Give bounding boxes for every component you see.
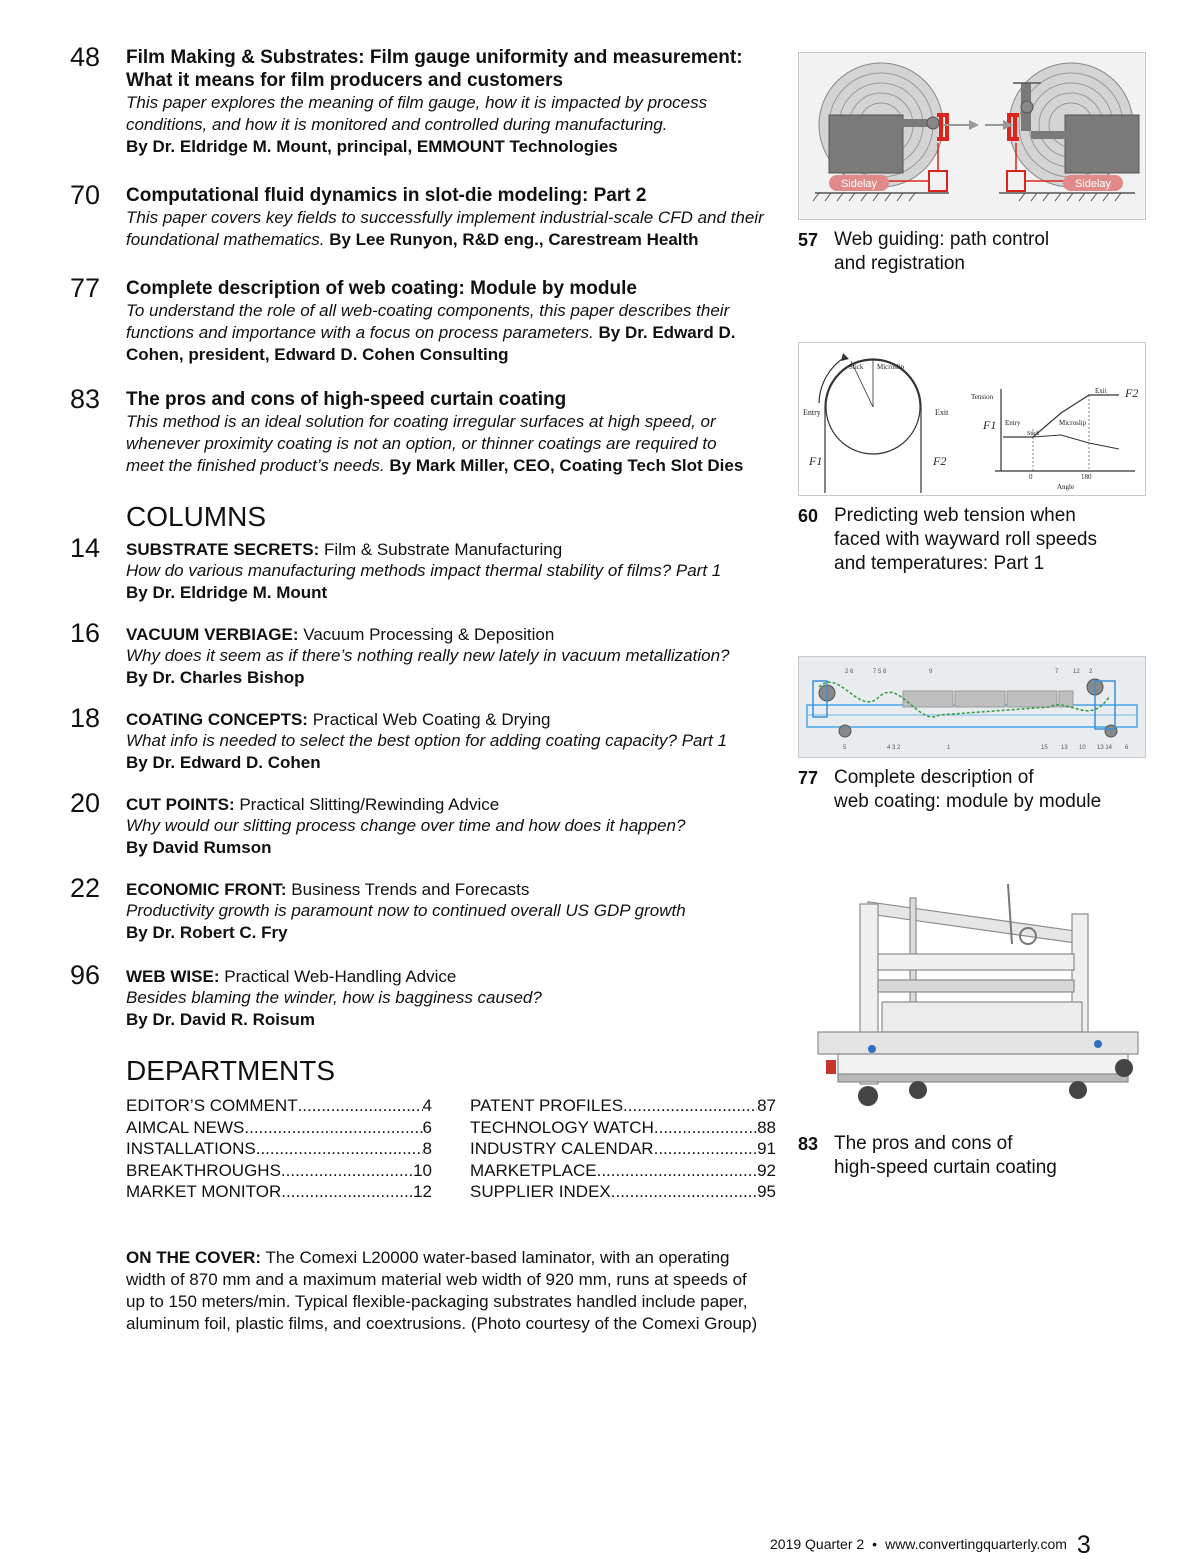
column-author: By David Rumson <box>126 838 272 857</box>
coater-bed <box>818 1032 1138 1054</box>
f1-label: F1 <box>809 454 823 468</box>
department-item[interactable] <box>126 1138 432 1160</box>
department-page: 88 <box>757 1117 776 1137</box>
coater-wheel <box>909 1081 927 1099</box>
department-item[interactable] <box>470 1117 776 1139</box>
column-author: By Dr. Charles Bishop <box>126 668 305 687</box>
coater-wheel <box>858 1086 878 1106</box>
feature-description <box>126 300 786 366</box>
departments-left-list <box>126 1095 432 1203</box>
departments-list <box>70 1095 790 1203</box>
coater-crossbar <box>878 980 1074 992</box>
figure-caption-line: faced with wayward roll speeds <box>834 529 1097 550</box>
page-footer <box>770 1530 1091 1559</box>
dryer-section <box>1059 691 1073 707</box>
right-actuator <box>1007 171 1025 191</box>
columns-heading: COLUMNS <box>126 501 267 532</box>
footer-bullet: • <box>872 1536 878 1552</box>
column-name: VACUUM VERBIAGE: <box>126 625 299 644</box>
web-coating-line-diagram <box>799 657 1145 757</box>
figure-page-number: 57 <box>798 230 819 250</box>
entry-curve-label: Entry <box>1005 419 1021 427</box>
figure-caption-line: The pros and cons of <box>834 1133 1013 1154</box>
column-entry[interactable] <box>70 703 790 774</box>
department-label: BREAKTHROUGHS <box>126 1160 281 1180</box>
contents-right-column <box>798 52 1148 1180</box>
column-topic: Business Trends and Forecasts <box>291 880 530 899</box>
column-topic: Practical Web Coating & Drying <box>312 710 551 729</box>
dryer-section <box>903 691 953 707</box>
department-item[interactable] <box>126 1160 432 1182</box>
web-tension-figure[interactable] <box>798 342 1146 496</box>
coater-top-rail <box>868 902 1078 944</box>
top-callout: 7 5 8 <box>873 669 887 675</box>
department-page: 12 <box>413 1182 432 1202</box>
column-page-number: 18 <box>70 703 101 733</box>
entry-label: Entry <box>803 408 821 417</box>
department-item[interactable] <box>470 1181 776 1203</box>
cover-text: The Comexi L20000 water-based laminator, with an operating width of 870 mm and a maximum material web width of 920 mm, runs at speeds of up to 150 meters/min. Typical flexible-packaging substrates handled include paper, aluminum foil, plastic films, and coextrusions. (Photo courtesy of the Comexi Group) <box>126 1247 758 1333</box>
department-label: MARKET MONITOR <box>126 1182 282 1202</box>
bottom-callout: 5 <box>843 745 847 751</box>
department-item[interactable] <box>470 1138 776 1160</box>
bottom-callout: 1 <box>947 745 951 751</box>
department-label: INDUSTRY CALENDAR <box>470 1139 654 1159</box>
feature-description <box>126 207 776 251</box>
column-question: What info is needed to select the best option for adding coating capacity? Part 1 <box>126 731 728 750</box>
department-item[interactable] <box>126 1095 432 1117</box>
right-arm <box>1031 131 1067 139</box>
feature-description <box>126 411 756 477</box>
column-question: Besides blaming the winder, how is bagginess caused? <box>126 988 542 1007</box>
column-heading-line <box>126 966 790 987</box>
web-guiding-diagram <box>799 53 1145 219</box>
column-page-number: 14 <box>70 533 101 563</box>
department-label: EDITOR’S COMMENT <box>126 1096 298 1115</box>
figure-caption[interactable] <box>798 766 1148 814</box>
department-page: 87 <box>757 1096 776 1115</box>
exit-curve-label: Exit <box>1095 387 1107 395</box>
bottom-callout: 15 <box>1041 745 1048 751</box>
left-machine-block <box>829 115 903 173</box>
column-author: By Dr. Edward D. Cohen <box>126 753 321 772</box>
feature-byline: By Lee Runyon, R&D eng., Carestream Health <box>329 230 699 249</box>
feature-article[interactable] <box>70 384 790 477</box>
figure-page-number: 83 <box>798 1134 819 1154</box>
column-topic: Vacuum Processing & Deposition <box>303 625 555 644</box>
department-label: AIMCAL NEWS <box>126 1117 245 1137</box>
department-page: 10 <box>413 1160 432 1180</box>
bottom-callout: 13 <box>1061 745 1068 751</box>
department-page: 92 <box>757 1160 776 1180</box>
department-page: 91 <box>757 1139 776 1159</box>
department-page: 4 <box>422 1096 432 1115</box>
column-author: By Dr. Eldridge M. Mount <box>126 583 328 602</box>
f1-curve-label: F1 <box>983 418 997 432</box>
web-coating-line-figure[interactable] <box>798 656 1146 758</box>
f2-label: F2 <box>933 454 947 468</box>
unwind-roll <box>839 725 851 737</box>
department-label: INSTALLATIONS <box>126 1139 256 1159</box>
curtain-coater-illustration <box>798 884 1144 1124</box>
feature-byline: By Mark Miller, CEO, Coating Tech Slot Dies <box>389 456 744 475</box>
column-page-number: 16 <box>70 618 101 648</box>
column-name: ECONOMIC FRONT: <box>126 880 287 899</box>
column-topic: Practical Slitting/Rewinding Advice <box>239 795 500 814</box>
feature-description: This paper explores the meaning of film gauge, how it is impacted by process conditions, and how it is monitored and controlled during manufacturing. <box>126 93 708 134</box>
column-question: Why would our slitting process change over time and how does it happen? <box>126 816 686 835</box>
microslip-curve-label: Microslip <box>1059 419 1087 427</box>
contents-left-column <box>70 42 790 1335</box>
feature-page-number: 70 <box>70 180 101 210</box>
exit-label: Exit <box>935 408 949 417</box>
angle-zero-label: 0 <box>1029 473 1033 481</box>
department-label: SUPPLIER INDEX <box>470 1182 611 1202</box>
figure-caption-line: Predicting web tension when <box>834 505 1076 526</box>
department-page: 6 <box>422 1117 432 1137</box>
departments-right-list <box>470 1095 776 1203</box>
department-label: PATENT PROFILES <box>470 1096 624 1115</box>
coating-line-frame <box>807 705 1137 727</box>
feature-article[interactable] <box>70 42 790 158</box>
column-author: By Dr. David R. Roisum <box>126 1010 315 1029</box>
column-heading-line <box>126 709 790 730</box>
feature-byline: By Dr. Edward D. Cohen, president, Edward D. Cohen Consulting <box>126 323 736 364</box>
footer-issue: 2019 Quarter 2 <box>770 1536 865 1552</box>
figure-page-number: 77 <box>798 768 819 788</box>
feature-author: By Dr. Eldridge M. Mount, principal, EMMOUNT Technologies <box>126 137 618 156</box>
cover-label: ON THE COVER: <box>126 1247 262 1267</box>
angle-180-label: 180 <box>1081 473 1092 481</box>
feature-title[interactable]: Computational fluid dynamics in slot-die modeling: Part 2 <box>126 185 647 206</box>
footer-page-number: 3 <box>1076 1531 1091 1559</box>
footer-url[interactable]: www.convertingquarterly.com <box>885 1536 1067 1552</box>
coater-wheel <box>1069 1081 1087 1099</box>
column-entry[interactable] <box>70 788 790 859</box>
curtain-coater-image[interactable] <box>798 884 1144 1124</box>
column-name: CUT POINTS: <box>126 795 235 814</box>
coater-base-shadow <box>838 1074 1128 1082</box>
departments-heading: DEPARTMENTS <box>126 1055 335 1086</box>
figure-caption-line: Web guiding: path control <box>834 229 1050 250</box>
column-name: COATING CONCEPTS: <box>126 710 308 729</box>
f2-curve-label: F2 <box>1125 386 1139 400</box>
column-author: By Dr. Robert C. Fry <box>126 923 288 942</box>
top-callout: 2 <box>1089 669 1093 675</box>
coater-crossbar <box>878 954 1074 970</box>
department-item[interactable] <box>126 1117 432 1139</box>
figure-caption-line: Complete description of <box>834 767 1034 788</box>
feature-title[interactable]: Complete description of web coating: Module by module <box>126 278 637 299</box>
figure-caption[interactable] <box>798 1132 1148 1180</box>
column-entry[interactable] <box>70 618 790 689</box>
column-entry[interactable] <box>70 873 790 944</box>
feature-page-number: 48 <box>70 42 101 72</box>
stick-label: Stick <box>849 363 864 371</box>
top-callout: 9 <box>929 669 933 675</box>
column-page-number: 22 <box>70 873 101 903</box>
microslip-label: Microslip <box>877 363 905 371</box>
column-entry[interactable] <box>70 960 790 1031</box>
feature-description-text: To understand the role of all web-coating components, this paper describes their functions and importance with a focus on process parameters. <box>126 301 730 342</box>
figure-page-number: 60 <box>798 506 819 526</box>
feature-description-text: This paper covers key fields to successfully implement industrial-scale CFD and their foundational mathematics. <box>126 208 764 249</box>
column-question: How do various manufacturing methods impact thermal stability of films? Part 1 <box>126 561 722 580</box>
column-heading-line <box>126 539 790 560</box>
feature-article[interactable] <box>70 180 790 251</box>
angle-axis-label: Angle <box>1057 483 1075 491</box>
top-callout: 12 <box>1073 669 1080 675</box>
web-tension-diagram <box>799 343 1145 495</box>
top-callout: 2 6 <box>845 669 854 675</box>
department-page: 95 <box>757 1182 776 1202</box>
feature-article[interactable] <box>70 273 790 366</box>
column-topic: Film & Substrate Manufacturing <box>324 540 563 559</box>
department-label: TECHNOLOGY WATCH <box>470 1117 654 1137</box>
dryer-section <box>1007 691 1057 707</box>
column-heading-line <box>126 794 790 815</box>
top-callout: 7 <box>1055 669 1059 675</box>
column-question: Productivity growth is paramount now to continued overall US GDP growth <box>126 901 686 920</box>
bottom-callout: 6 <box>1125 745 1129 751</box>
sidelay-label-left: Sidelay <box>840 178 878 190</box>
column-question: Why does it seem as if there’s nothing really new lately in vacuum metallization? <box>126 646 730 665</box>
figure-caption[interactable] <box>798 504 1148 576</box>
feature-description-text: This method is an ideal solution for coating irregular surfaces at high speed, or whenever proximity coating is not an option, or thinner coatings are required to meet the finished product’s needs. <box>126 412 717 475</box>
bottom-callout: 4 3 2 <box>887 745 901 751</box>
department-item[interactable] <box>470 1160 776 1182</box>
column-page-number: 96 <box>70 960 101 990</box>
column-name: SUBSTRATE SECRETS: <box>126 540 320 559</box>
column-page-number: 20 <box>70 788 101 818</box>
left-actuator <box>929 171 947 191</box>
figure-caption-line: web coating: module by module <box>834 791 1102 812</box>
department-item[interactable] <box>126 1181 432 1203</box>
column-entry[interactable] <box>70 533 790 604</box>
figure-caption-line: and registration <box>834 253 965 274</box>
figure-caption[interactable] <box>798 228 1148 276</box>
column-name: WEB WISE: <box>126 967 220 986</box>
column-heading-line <box>126 879 790 900</box>
tension-axis-label: Tension <box>971 393 994 401</box>
coater-wheel <box>1115 1059 1133 1077</box>
column-topic: Practical Web-Handling Advice <box>224 967 457 986</box>
sidelay-label-right: Sidelay <box>1074 178 1112 190</box>
column-heading-line <box>126 624 790 645</box>
figure-caption-line: high-speed curtain coating <box>834 1157 1057 1178</box>
right-machine-block <box>1065 115 1139 173</box>
coater-platform <box>882 1002 1082 1032</box>
stick-curve-label: Stick <box>1027 431 1040 437</box>
feature-title[interactable]: The pros and cons of high-speed curtain coating <box>126 389 567 410</box>
feature-page-number: 83 <box>70 384 101 414</box>
cover-description <box>70 1247 766 1335</box>
figure-caption-line: and temperatures: Part 1 <box>834 553 1045 574</box>
bottom-callout: 10 <box>1079 745 1086 751</box>
department-label: MARKETPLACE <box>470 1160 597 1180</box>
feature-page-number: 77 <box>70 273 101 303</box>
department-page: 8 <box>422 1139 432 1159</box>
bottom-callout: 13 14 <box>1097 745 1113 751</box>
department-item[interactable] <box>470 1095 776 1117</box>
feature-title[interactable]: Film Making & Substrates: Film gauge uniformity and measurement: What it means for film producers and customers <box>126 47 743 91</box>
web-guiding-figure[interactable] <box>798 52 1146 220</box>
dryer-section <box>955 691 1005 707</box>
